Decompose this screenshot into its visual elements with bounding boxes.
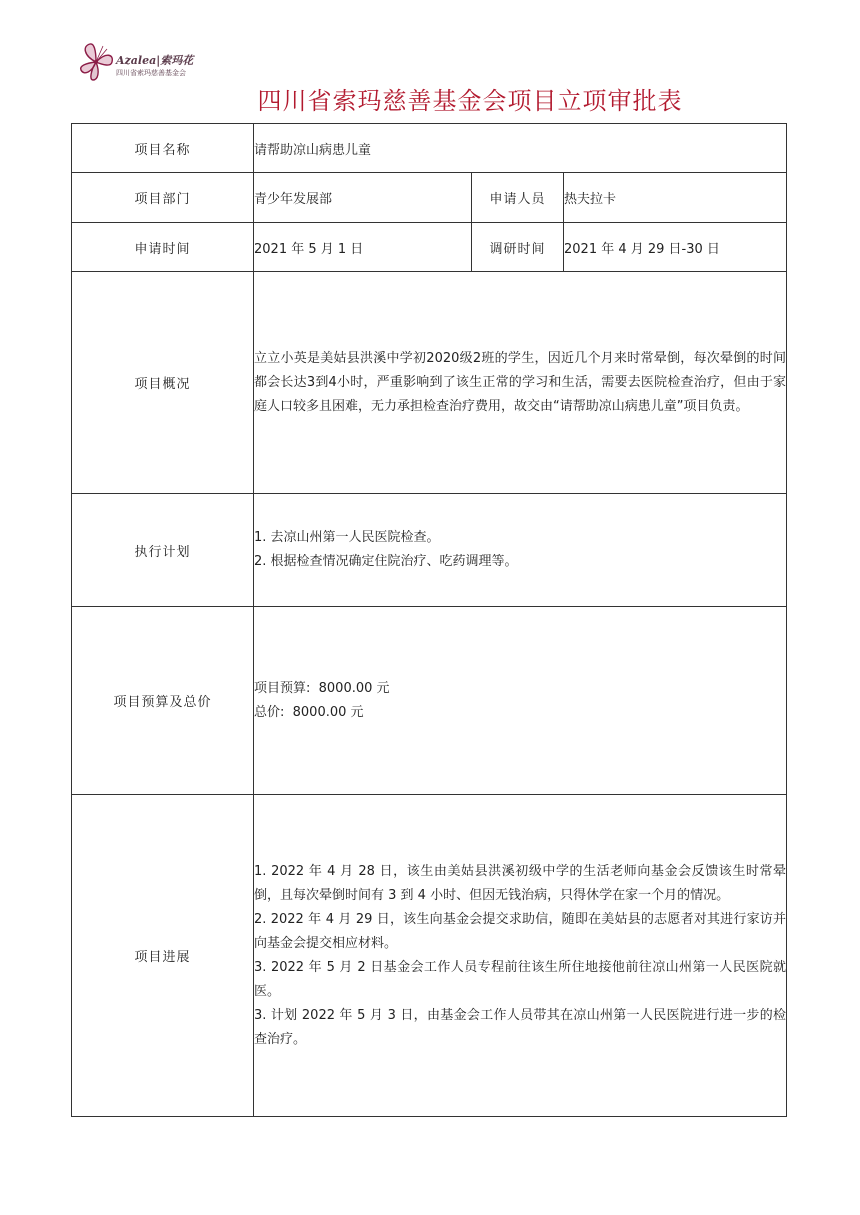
budget-label: 项目预算及总价 [72, 607, 254, 795]
plan-list [254, 494, 787, 607]
research-time-label: 调研时间 [472, 223, 564, 272]
progress-item: 1. 2022 年 4 月 28 日，该生由美姑县洪溪初级中学的生活老师向基金会反馈该生时常晕倒，且每次晕倒时间有 3 到 4 小时、但因无钱治病，只得休学在家一个月的情况。 [254, 863, 787, 903]
department-value: 青少年发展部 [254, 173, 472, 223]
plan-item: 2. 根据检查情况确定住院治疗、吃药调理等。 [254, 554, 518, 569]
azalea-flower-icon [76, 40, 116, 84]
apply-time-label: 申请时间 [72, 223, 254, 272]
budget-list [254, 607, 787, 795]
row-overview [72, 272, 787, 494]
applicant-value: 热夫拉卡 [564, 173, 787, 223]
form-title: 四川省索玛慈善基金会项目立项审批表 [257, 87, 683, 115]
budget-item: 项目预算: 8000.00 元 [254, 680, 390, 696]
plan-label: 执行计划 [72, 494, 254, 607]
progress-item: 3. 计划 2022 年 5 月 3 日，由基金会工作人员带其在凉山州第一人民医院进行进一步的检查治疗。 [254, 1007, 787, 1047]
overview-text: 立立小英是美姑县洪溪中学初2020级2班的学生，因近几个月来时常晕倒，每次晕倒的时间都会长达3到4小时，严重影响到了该生正常的学习和生活，需要去医院检查治疗，但由于家庭人口较多且困难，无力承担检查治疗费用，故交由“请帮助凉山病患儿童”项目负责。 [254, 272, 787, 494]
row-plan [72, 494, 787, 607]
logo-brand-text: Azalea|索玛花 [116, 54, 194, 67]
project-name-label: 项目名称 [72, 124, 254, 173]
approval-form-table [71, 123, 787, 1117]
progress-item: 3. 2022 年 5 月 2 日基金会工作人员专程前往该生所住地接他前往凉山州第一人民医院就医。 [254, 959, 787, 999]
apply-time-value: 2021 年 5 月 1 日 [254, 223, 472, 272]
progress-list [254, 795, 787, 1117]
progress-label: 项目进展 [72, 795, 254, 1117]
row-project-name [72, 124, 787, 173]
department-label: 项目部门 [72, 173, 254, 223]
project-name-value: 请帮助凉山病患儿童 [254, 124, 787, 173]
row-dates [72, 223, 787, 272]
applicant-label: 申请人员 [472, 173, 564, 223]
research-time-value: 2021 年 4 月 29 日-30 日 [564, 223, 787, 272]
total-price-item: 总价: 8000.00 元 [254, 704, 364, 720]
row-department [72, 173, 787, 223]
logo-subtitle: 四川省索玛慈善基金会 [116, 69, 186, 77]
foundation-logo [76, 40, 236, 84]
progress-item: 2. 2022 年 4 月 29 日，该生向基金会提交求助信，随即在美姑县的志愿者对其进行家访并向基金会提交相应材料。 [254, 911, 787, 951]
plan-item: 1. 去凉山州第一人民医院检查。 [254, 530, 440, 545]
row-budget [72, 607, 787, 795]
row-progress [72, 795, 787, 1117]
overview-label: 项目概况 [72, 272, 254, 494]
